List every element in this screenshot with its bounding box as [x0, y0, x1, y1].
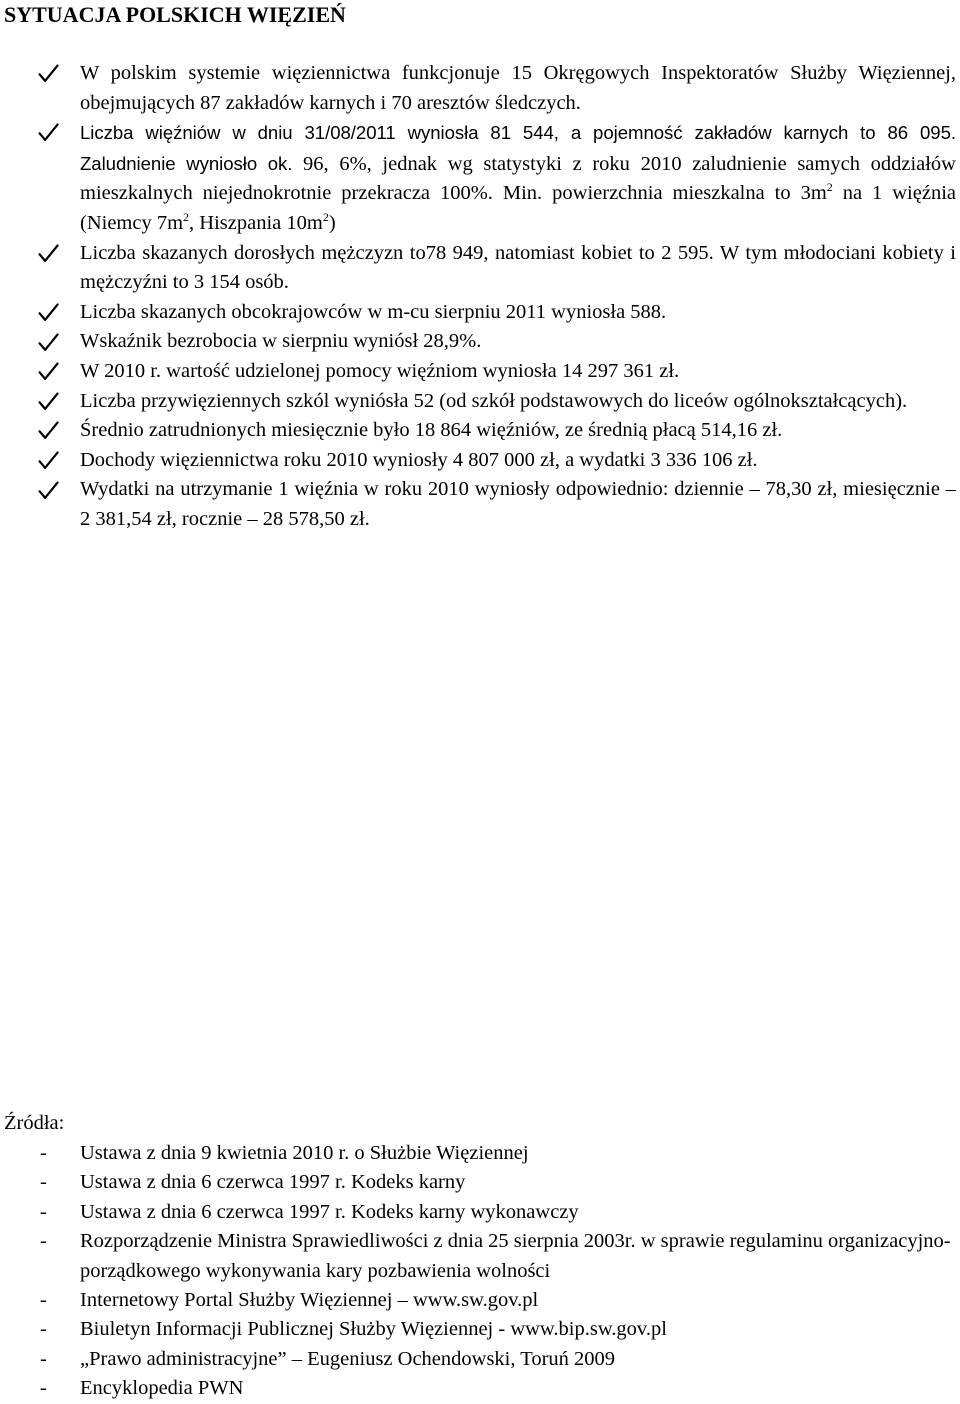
dash-bullet: -	[40, 1200, 47, 1223]
check-icon	[38, 59, 60, 89]
source-item	[40, 1315, 956, 1344]
source-text: Biuletyn Informacji Publicznej Służby Więziennej - www.bip.sw.gov.pl	[80, 1318, 667, 1341]
list-item	[38, 118, 956, 238]
list-item-text: Liczba więźniów w dniu 31/08/2011 wyniosła 81 544, a pojemność zakładów karnych to 86 095. Zaludnienie wyniosło ok. 96, 6%, jednak wg statystyki z roku 2010 zaludnienie samych oddziałów mieszkalnych niejednokrotnie przekracza 100%. Min. powierzchnia mieszkalna to $3m^2$ na 1 więźnia (Niemcy $7m^2$, Hiszpania $10m^2$)	[80, 122, 956, 234]
dash-bullet: -	[40, 1142, 47, 1164]
list-item-text: Wskaźnik bezrobocia w sierpniu wyniósł 28,9%.	[80, 330, 482, 353]
check-icon	[38, 327, 60, 357]
source-text: Ustawa z dnia 6 czerwca 1997 r. Kodeks karny	[80, 1171, 466, 1194]
list-item	[38, 298, 956, 328]
source-text: Encyklopedia PWN	[80, 1377, 244, 1400]
list-item-text: Dochody więziennictwa roku 2010 wyniosły 4 807 000 zł, a wydatki 3 336 106 zł.	[80, 448, 758, 471]
list-item	[38, 446, 956, 476]
superscript: 2	[183, 209, 190, 224]
source-item	[40, 1374, 956, 1403]
sources-heading: Źródła:	[4, 1112, 65, 1134]
source-text: Rozporządzenie Ministra Sprawiedliwości z dnia 25 sierpnia 2003r. w sprawie regulaminu organizacyjno-porządkowego wykonywania kary pozbawienia wolności	[80, 1230, 951, 1282]
list-item-text: Liczba skazanych obcokrajowców w m-cu sierpniu 2011 wyniosła 588.	[80, 300, 667, 323]
list-item	[38, 416, 956, 446]
check-icon	[38, 416, 60, 446]
list-item-text: W 2010 r. wartość udzielonej pomocy więźniom wyniosła 14 297 361 zł.	[80, 359, 680, 382]
list-item	[38, 327, 956, 357]
check-icon	[38, 446, 60, 476]
source-text: Internetowy Portal Służby Więziennej – www.sw.gov.pl	[80, 1289, 539, 1312]
page-title: SYTUACJA POLSKICH WIĘZIEŃ	[4, 2, 346, 27]
check-icon	[38, 357, 60, 387]
check-icon	[38, 298, 60, 328]
list-item	[38, 357, 956, 387]
list-item-text: Liczba przywięziennych szkól wyniósła 52 (od szkół podstawowych do liceów ogólnokształcących).	[80, 389, 908, 412]
superscript: 2	[322, 209, 329, 224]
check-icon	[38, 239, 60, 269]
list-item-text: Wydatki na utrzymanie 1 więźnia w roku 2010 wyniosły odpowiednio: dziennie – 78,30 zł, miesięcznie – 2 381,54 zł, rocznie – 28 578,50 zł.	[80, 478, 956, 530]
dash-bullet: -	[40, 1377, 47, 1400]
source-text: Ustawa z dnia 6 czerwca 1997 r. Kodeks karny wykonawczy	[80, 1200, 579, 1223]
source-item	[40, 1198, 956, 1227]
list-item	[38, 475, 956, 534]
fact-list	[38, 59, 956, 535]
source-item	[40, 1345, 956, 1374]
source-item	[40, 1139, 956, 1168]
list-item	[38, 59, 956, 118]
check-icon	[38, 387, 60, 417]
source-item	[40, 1286, 956, 1315]
superscript: 2	[826, 180, 833, 195]
sources-list	[40, 1139, 956, 1404]
list-item-text: W polskim systemie więziennictwa funkcjonuje 15 Okręgowych Inspektoratów Służby Więziennej, obejmujących 87 zakładów karnych i 70 aresztów śledczych.	[80, 62, 956, 114]
list-item-text: Średnio zatrudnionych miesięcznie było 18 864 więźniów, ze średnią płacą 514,16 zł.	[80, 419, 783, 442]
list-item	[38, 387, 956, 417]
dash-bullet: -	[40, 1171, 47, 1194]
list-item	[38, 239, 956, 298]
list-item-text: Liczba skazanych dorosłych mężczyzn to78 949, natomiast kobiet to 2 595. W tym młodociani kobiety i mężczyźni to 3 154 osób.	[80, 241, 956, 294]
dash-bullet: -	[40, 1347, 47, 1370]
check-icon	[38, 118, 60, 148]
prisoner-count-text: Liczba więźniów w dniu 31/08/2011 wyniosła 81 544, a pojemność zakładów karnych to 86 095. Zaludnienie wyniosło ok.	[80, 122, 956, 174]
check-icon	[38, 475, 60, 505]
source-item	[40, 1227, 956, 1286]
dash-bullet: -	[40, 1230, 47, 1253]
source-item	[40, 1168, 956, 1197]
source-text: „Prawo administracyjne” – Eugeniusz Ochendowski, Toruń 2009	[80, 1347, 616, 1370]
occupancy-text: 96, 6%, jednak wg statystyki z roku 2010 zaludnienie samych oddziałów mieszkalnych niejednokrotnie przekracza 100%. Min. powierzchnia mieszkalna to 3m	[80, 152, 956, 205]
source-text: Ustawa z dnia 9 kwietnia 2010 r. o Służbie Więziennej	[80, 1142, 529, 1164]
dash-bullet: -	[40, 1289, 47, 1312]
dash-bullet: -	[40, 1318, 47, 1341]
